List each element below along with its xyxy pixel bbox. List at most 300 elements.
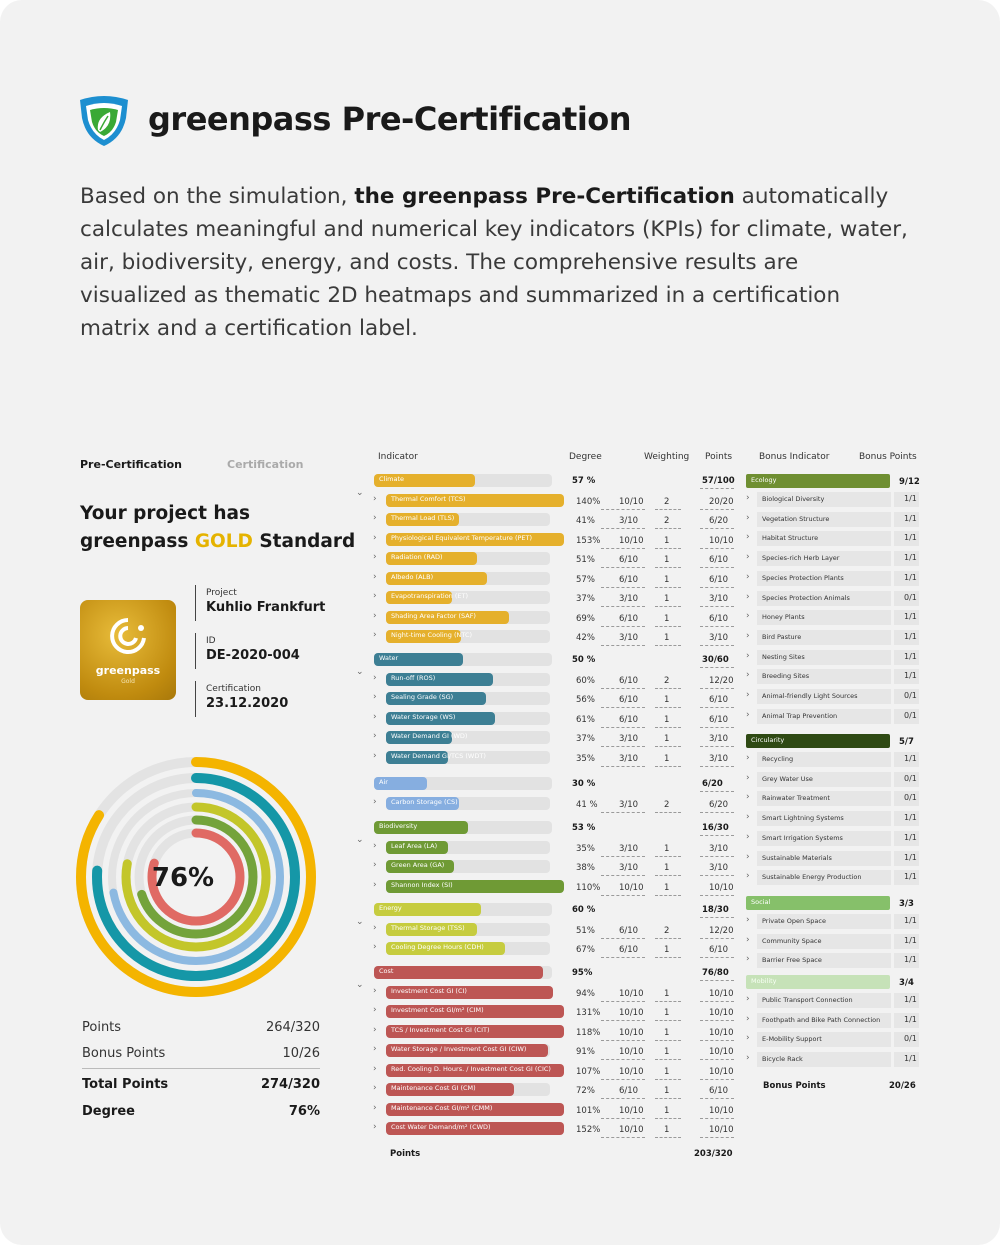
bonus-indicator-points: 1/1 bbox=[904, 671, 917, 681]
divider-dashed bbox=[700, 766, 734, 767]
divider-dashed bbox=[700, 746, 734, 747]
bonus-total-label: Bonus Points bbox=[763, 1081, 826, 1091]
bonus-indicator-points: 0/1 bbox=[904, 710, 917, 720]
divider-dashed bbox=[601, 938, 645, 939]
group-name: Water bbox=[379, 654, 399, 662]
indicator-bar[interactable] bbox=[386, 513, 459, 526]
bonus-indicator-row[interactable] bbox=[757, 531, 891, 546]
indicator-degree: 131% bbox=[576, 1008, 601, 1018]
indicator-bar[interactable] bbox=[386, 1083, 514, 1096]
bonus-item-chevron-icon[interactable]: › bbox=[746, 812, 750, 823]
indicator-points: 3/10 bbox=[709, 753, 729, 764]
indicator-bar[interactable] bbox=[386, 591, 469, 604]
bonus-indicator-row[interactable] bbox=[757, 811, 891, 826]
indicator-bar[interactable] bbox=[386, 1005, 564, 1018]
bonus-item-chevron-icon[interactable]: › bbox=[746, 532, 750, 543]
bonus-indicator-points: 0/1 bbox=[904, 793, 917, 803]
indicator-name: TCS / Investment Cost GI (CIT) bbox=[391, 1025, 490, 1034]
bonus-item-chevron-icon[interactable]: › bbox=[746, 1053, 750, 1064]
indicator-score: 10/10 bbox=[619, 988, 644, 999]
divider-dashed bbox=[601, 688, 645, 689]
project-value: Kuhlio Frankfurt bbox=[206, 600, 326, 615]
indicator-bar[interactable] bbox=[386, 880, 564, 893]
group-collapse-chevron-icon[interactable]: ⌄ bbox=[356, 917, 364, 927]
indicator-degree: 35% bbox=[576, 753, 595, 764]
item-expand-chevron-icon[interactable]: › bbox=[373, 879, 377, 890]
divider-dashed bbox=[655, 707, 681, 708]
bonus-points-cell bbox=[894, 1032, 919, 1047]
summary-bonus-value: 10/26 bbox=[282, 1046, 320, 1061]
bonus-points-cell bbox=[894, 831, 919, 846]
divider-dashed bbox=[601, 1118, 645, 1119]
bonus-points-cell bbox=[894, 650, 919, 665]
indicator-weighting: 1 bbox=[664, 633, 670, 643]
item-expand-chevron-icon[interactable]: › bbox=[373, 630, 377, 640]
indicator-weighting: 1 bbox=[664, 863, 670, 873]
bonus-indicator-points: 1/1 bbox=[904, 852, 917, 862]
bonus-indicator-points: 1/1 bbox=[904, 995, 917, 1004]
group-bar-cost bbox=[374, 966, 543, 979]
bonus-indicator-points: 1/1 bbox=[904, 651, 917, 661]
bonus-item-chevron-icon[interactable]: › bbox=[746, 851, 750, 862]
bonus-indicator-points: 1/1 bbox=[904, 494, 917, 503]
divider-dashed bbox=[700, 791, 734, 792]
indicator-name: Maintenance Cost GI/m² (CMM) bbox=[391, 1103, 493, 1112]
header-indicator: Indicator bbox=[378, 452, 418, 462]
divider-dashed bbox=[601, 875, 645, 876]
indicator-weighting: 2 bbox=[664, 675, 670, 686]
indicator-weighting: 1 bbox=[664, 1008, 670, 1018]
summary-points-label: Points bbox=[82, 1020, 122, 1035]
item-expand-chevron-icon[interactable]: › bbox=[373, 750, 377, 761]
indicator-weighting: 1 bbox=[664, 1125, 670, 1135]
bonus-indicator-name: Animal-friendly Light Sources bbox=[762, 692, 858, 700]
bonus-indicator-row[interactable] bbox=[757, 914, 891, 929]
bonus-indicator-points: 1/1 bbox=[904, 612, 917, 622]
indicator-bar[interactable] bbox=[386, 1064, 564, 1077]
group-collapse-chevron-icon[interactable]: ⌄ bbox=[356, 980, 364, 990]
indicator-weighting: 2 bbox=[664, 925, 670, 936]
indicator-bar[interactable] bbox=[386, 572, 487, 585]
indicator-score: 6/10 bbox=[619, 1086, 639, 1096]
bonus-points-cell bbox=[894, 934, 919, 949]
bonus-item-chevron-icon[interactable]: › bbox=[746, 709, 750, 720]
divider-dashed bbox=[700, 917, 734, 918]
item-expand-chevron-icon[interactable]: › bbox=[373, 493, 377, 504]
bonus-indicator-row[interactable] bbox=[757, 772, 891, 787]
bonus-indicator-row[interactable] bbox=[757, 492, 891, 507]
indicator-degree: 91% bbox=[576, 1047, 595, 1057]
bonus-indicator-row[interactable] bbox=[757, 851, 891, 866]
item-expand-chevron-icon[interactable]: › bbox=[373, 711, 377, 722]
bonus-group-name: Social bbox=[751, 898, 771, 906]
indicator-degree: 37% bbox=[576, 734, 595, 744]
indicator-weighting: 1 bbox=[664, 882, 670, 893]
indicator-degree: 56% bbox=[576, 695, 595, 705]
bonus-indicator-row[interactable] bbox=[757, 709, 891, 724]
bonus-indicator-points: 1/1 bbox=[904, 955, 917, 965]
bonus-item-chevron-icon[interactable]: › bbox=[746, 1033, 750, 1044]
bonus-item-chevron-icon[interactable]: › bbox=[746, 1013, 750, 1024]
intro-text-bold: the greenpass Pre-Certification bbox=[354, 184, 735, 209]
bonus-item-chevron-icon[interactable]: › bbox=[746, 871, 750, 882]
divider-dashed bbox=[700, 1040, 734, 1041]
indicator-weighting: 1 bbox=[664, 988, 670, 999]
bonus-indicator-name: Barrier Free Space bbox=[762, 956, 822, 965]
bonus-points-cell bbox=[894, 752, 919, 767]
bonus-indicator-name: Species Protection Plants bbox=[762, 573, 844, 582]
group-name: Climate bbox=[379, 475, 405, 483]
divider-dashed bbox=[601, 856, 645, 857]
indicator-bar[interactable] bbox=[386, 942, 505, 955]
bonus-points-cell bbox=[894, 1013, 919, 1028]
indicator-score: 3/10 bbox=[619, 863, 639, 873]
bonus-points-cell bbox=[894, 772, 919, 787]
group-collapse-chevron-icon[interactable]: ⌄ bbox=[356, 835, 364, 845]
item-expand-chevron-icon[interactable]: › bbox=[373, 860, 377, 870]
indicator-bar[interactable] bbox=[386, 494, 564, 507]
indicator-points: 3/10 bbox=[709, 594, 729, 604]
item-expand-chevron-icon[interactable]: › bbox=[373, 591, 377, 601]
bonus-item-chevron-icon[interactable]: › bbox=[746, 772, 750, 783]
indicator-name: Green Area (GA) bbox=[391, 861, 445, 869]
bonus-indicator-row[interactable] bbox=[757, 791, 891, 806]
indicator-name: Run-off (ROS) bbox=[391, 673, 436, 682]
bonus-points-cell bbox=[894, 492, 919, 507]
divider-dashed bbox=[700, 626, 734, 627]
indicator-bar[interactable] bbox=[386, 797, 459, 810]
bonus-points-cell bbox=[894, 551, 919, 566]
bonus-group-name: Circularity bbox=[751, 736, 785, 744]
indicator-score: 6/10 bbox=[619, 925, 639, 936]
bonus-indicator-row[interactable] bbox=[757, 934, 891, 949]
indicator-bar[interactable] bbox=[386, 1103, 564, 1116]
item-expand-chevron-icon[interactable]: › bbox=[373, 610, 377, 621]
bonus-indicator-name: Public Transport Connection bbox=[762, 996, 853, 1004]
indicator-score: 10/10 bbox=[619, 1047, 644, 1057]
bonus-indicator-row[interactable] bbox=[757, 1052, 891, 1067]
bonus-item-chevron-icon[interactable]: › bbox=[746, 571, 750, 582]
indicator-bar[interactable] bbox=[386, 731, 468, 744]
bonus-item-chevron-icon[interactable]: › bbox=[746, 753, 750, 763]
divider-dashed bbox=[601, 567, 645, 568]
bonus-indicator-row[interactable] bbox=[757, 870, 891, 885]
group-collapse-chevron-icon[interactable]: ⌄ bbox=[356, 488, 364, 498]
indicator-bar[interactable] bbox=[386, 712, 495, 725]
indicator-points: 10/10 bbox=[709, 1027, 734, 1038]
divider-dashed bbox=[700, 875, 734, 876]
indicator-degree: 60% bbox=[576, 675, 595, 686]
tab-certification[interactable]: Certification bbox=[227, 458, 304, 471]
bonus-indicator-name: Species Protection Animals bbox=[762, 593, 850, 602]
divider-dashed bbox=[601, 606, 645, 607]
indicator-points: 12/20 bbox=[709, 675, 734, 686]
divider-dashed bbox=[601, 746, 645, 747]
bonus-item-chevron-icon[interactable]: › bbox=[746, 792, 750, 803]
divider-dashed bbox=[700, 1059, 734, 1060]
bonus-item-chevron-icon[interactable]: › bbox=[746, 591, 750, 602]
divider-dashed bbox=[601, 645, 645, 646]
bonus-total-value: 20/26 bbox=[889, 1081, 916, 1091]
indicator-bar[interactable] bbox=[386, 533, 564, 546]
divider-dashed bbox=[655, 1001, 681, 1002]
group-bar-biodiversity bbox=[374, 821, 468, 834]
indicator-weighting: 1 bbox=[664, 695, 670, 705]
bonus-indicator-row[interactable] bbox=[757, 669, 891, 684]
bonus-indicator-row[interactable] bbox=[757, 630, 891, 645]
bonus-indicator-name: Rainwater Treatment bbox=[762, 794, 830, 803]
indicator-degree: 152% bbox=[576, 1125, 601, 1135]
item-expand-chevron-icon[interactable]: › bbox=[373, 532, 377, 543]
bonus-item-chevron-icon[interactable]: › bbox=[746, 915, 750, 925]
divider-dashed bbox=[601, 707, 645, 708]
divider-dashed bbox=[601, 1040, 645, 1041]
indicator-degree: 101% bbox=[576, 1105, 601, 1116]
indicator-weighting: 2 bbox=[664, 496, 670, 507]
bonus-group-points: 5/7 bbox=[899, 737, 914, 747]
bonus-item-chevron-icon[interactable]: › bbox=[746, 512, 750, 523]
indicator-score: 3/10 bbox=[619, 799, 639, 810]
indicator-degree: 72% bbox=[576, 1086, 595, 1096]
item-expand-chevron-icon[interactable]: › bbox=[373, 840, 377, 851]
bonus-item-chevron-icon[interactable]: › bbox=[746, 650, 750, 661]
bonus-item-chevron-icon[interactable]: › bbox=[746, 934, 750, 945]
divider-dashed bbox=[655, 1059, 681, 1060]
indicator-degree: 38% bbox=[576, 863, 595, 873]
item-expand-chevron-icon[interactable]: › bbox=[373, 922, 377, 933]
bonus-indicator-row[interactable] bbox=[757, 831, 891, 846]
bonus-indicator-points: 0/1 bbox=[904, 691, 917, 700]
divider-dashed bbox=[655, 746, 681, 747]
badge-level: Gold bbox=[121, 678, 135, 685]
indicator-weighting: 1 bbox=[664, 714, 670, 725]
divider-dashed bbox=[700, 1001, 734, 1002]
item-expand-chevron-icon[interactable]: › bbox=[373, 692, 377, 702]
indicator-name: Water Demand GI (WD) bbox=[391, 732, 468, 740]
item-expand-chevron-icon[interactable]: › bbox=[373, 672, 377, 683]
bonus-points-cell bbox=[894, 811, 919, 826]
item-expand-chevron-icon[interactable]: › bbox=[373, 731, 377, 741]
indicator-weighting: 1 bbox=[664, 1027, 670, 1038]
indicator-name: Sealing Grade (SG) bbox=[391, 693, 454, 701]
indicator-name: Water Storage / Investment Cost GI (CIW) bbox=[391, 1045, 527, 1053]
indicator-bar[interactable] bbox=[386, 692, 486, 705]
bonus-indicator-points: 1/1 bbox=[904, 553, 917, 563]
indicator-weighting: 1 bbox=[664, 535, 670, 546]
bonus-points-cell bbox=[894, 851, 919, 866]
indicator-name: Cooling Degree Hours (CDH) bbox=[391, 943, 484, 951]
bonus-item-chevron-icon[interactable]: › bbox=[746, 611, 750, 622]
bonus-indicator-row[interactable] bbox=[757, 1013, 891, 1028]
group-points: 57/100 bbox=[702, 476, 735, 486]
item-expand-chevron-icon[interactable]: › bbox=[373, 1024, 377, 1035]
indicator-points: 3/10 bbox=[709, 734, 729, 744]
indicator-score: 10/10 bbox=[619, 496, 644, 507]
bonus-indicator-row[interactable] bbox=[757, 689, 891, 704]
intro-text-end: automatically calculates meaningful and numerical key indicators (KPIs) for climate, water, air, biodiversity, energy, and costs. The comprehensive results are visualized as thematic 2D heatmaps and summarized in a certification matrix and a certification label. bbox=[80, 184, 908, 341]
item-expand-chevron-icon[interactable]: › bbox=[373, 942, 377, 952]
group-name: Energy bbox=[379, 904, 402, 912]
bonus-item-chevron-icon[interactable]: › bbox=[746, 670, 750, 681]
indicator-points: 20/20 bbox=[709, 496, 734, 507]
item-expand-chevron-icon[interactable]: › bbox=[373, 1063, 377, 1074]
group-name: Biodiversity bbox=[379, 822, 418, 830]
indicator-name: Investment Cost GI/m² (CIM) bbox=[391, 1006, 484, 1014]
divider-dashed bbox=[655, 856, 681, 857]
indicator-name: Night-time Cooling (NTC) bbox=[391, 631, 473, 639]
result-suffix: Standard bbox=[252, 531, 356, 552]
bonus-indicator-row[interactable] bbox=[757, 571, 891, 586]
bonus-indicator-row[interactable] bbox=[757, 512, 891, 527]
summary-degree-label: Degree bbox=[82, 1104, 135, 1119]
divider-dashed bbox=[655, 895, 681, 896]
indicator-bar[interactable] bbox=[386, 611, 509, 624]
bonus-indicator-row[interactable] bbox=[757, 551, 891, 566]
divider-dashed bbox=[601, 626, 645, 627]
item-expand-chevron-icon[interactable]: › bbox=[373, 1083, 377, 1093]
indicator-score: 10/10 bbox=[619, 1125, 644, 1135]
divider-dashed bbox=[700, 856, 734, 857]
divider-dashed bbox=[601, 1059, 645, 1060]
divider-dashed bbox=[700, 1118, 734, 1119]
indicator-name: Thermal Load (TLS) bbox=[391, 514, 455, 522]
item-expand-chevron-icon[interactable]: › bbox=[373, 796, 377, 807]
bonus-indicator-name: Nesting Sites bbox=[762, 652, 805, 661]
divider-dashed bbox=[655, 727, 681, 728]
indicator-bar[interactable] bbox=[386, 986, 553, 999]
tab-pre-certification[interactable]: Pre-Certification bbox=[80, 458, 183, 471]
indicator-name: Water Storage (WS) bbox=[391, 712, 456, 721]
indicator-degree: 41% bbox=[576, 516, 595, 526]
indicator-degree: 41 % bbox=[576, 799, 598, 810]
divider-dashed bbox=[655, 957, 681, 958]
divider-dashed bbox=[655, 688, 681, 689]
bonus-item-chevron-icon[interactable]: › bbox=[746, 954, 750, 965]
indicator-weighting: 1 bbox=[664, 613, 670, 624]
summary-total-label: Total Points bbox=[82, 1077, 169, 1092]
bonus-item-chevron-icon[interactable]: › bbox=[746, 831, 750, 842]
bonus-item-chevron-icon[interactable]: › bbox=[746, 493, 750, 503]
group-bar-water bbox=[374, 653, 463, 666]
item-expand-chevron-icon[interactable]: › bbox=[373, 1005, 377, 1015]
indicator-weighting: 2 bbox=[664, 799, 670, 810]
indicator-degree: 69% bbox=[576, 613, 595, 624]
indicator-bar[interactable] bbox=[386, 841, 448, 854]
indicator-degree: 94% bbox=[576, 988, 595, 999]
bonus-indicator-name: Community Space bbox=[762, 936, 822, 945]
indicator-name: Thermal Comfort (TCS) bbox=[391, 494, 466, 503]
indicator-bar[interactable] bbox=[386, 552, 477, 565]
divider-dashed bbox=[601, 727, 645, 728]
indicator-bar[interactable] bbox=[386, 923, 477, 936]
bonus-indicator-name: Private Open Space bbox=[762, 917, 826, 925]
indicator-bar[interactable] bbox=[386, 860, 454, 873]
item-expand-chevron-icon[interactable]: › bbox=[373, 985, 377, 996]
bonus-indicator-row[interactable] bbox=[757, 953, 891, 968]
divider-dashed bbox=[655, 645, 681, 646]
group-degree: 95% bbox=[572, 968, 593, 978]
indicator-points: 3/10 bbox=[709, 843, 729, 854]
divider-dashed bbox=[700, 667, 734, 668]
divider-dashed bbox=[700, 727, 734, 728]
indicator-points: 6/20 bbox=[709, 516, 729, 526]
indicator-bar[interactable] bbox=[386, 1025, 564, 1038]
divider-dashed bbox=[601, 1020, 645, 1021]
indicator-bar[interactable] bbox=[386, 630, 473, 643]
bonus-indicator-row[interactable] bbox=[757, 610, 891, 625]
item-expand-chevron-icon[interactable]: › bbox=[373, 571, 377, 582]
indicator-bar[interactable] bbox=[386, 751, 486, 764]
indicator-score: 3/10 bbox=[619, 516, 639, 526]
bonus-indicator-name: Sustainable Energy Production bbox=[762, 873, 862, 882]
indicator-bar[interactable] bbox=[386, 1122, 564, 1135]
header-bonus-indicator: Bonus Indicator bbox=[759, 452, 830, 462]
bonus-item-chevron-icon[interactable]: › bbox=[746, 630, 750, 641]
bonus-indicator-row[interactable] bbox=[757, 650, 891, 665]
bonus-item-chevron-icon[interactable]: › bbox=[746, 690, 750, 700]
bonus-indicator-name: Honey Plants bbox=[762, 613, 805, 622]
divider-dashed bbox=[700, 645, 734, 646]
bonus-indicator-points: 0/1 bbox=[904, 592, 917, 602]
bonus-group-social bbox=[746, 896, 890, 910]
indicator-score: 10/10 bbox=[619, 1008, 644, 1018]
divider-dashed bbox=[700, 707, 734, 708]
indicator-weighting: 1 bbox=[664, 555, 670, 565]
result-line-1: Your project has bbox=[80, 503, 251, 524]
item-expand-chevron-icon[interactable]: › bbox=[373, 552, 377, 562]
bonus-indicator-name: Biological Diversity bbox=[762, 495, 825, 503]
bonus-indicator-row[interactable] bbox=[757, 1032, 891, 1047]
bonus-indicator-row[interactable] bbox=[757, 591, 891, 606]
item-expand-chevron-icon[interactable]: › bbox=[373, 1122, 377, 1132]
bonus-item-chevron-icon[interactable]: › bbox=[746, 552, 750, 563]
indicator-bar[interactable] bbox=[386, 1044, 548, 1057]
indicator-name: Shading Area Factor (SAF) bbox=[391, 611, 476, 620]
indicator-name: Physiological Equivalent Temperature (PET) bbox=[391, 533, 533, 542]
item-expand-chevron-icon[interactable]: › bbox=[373, 1044, 377, 1054]
certification-label: Certification bbox=[206, 684, 261, 694]
indicator-name: Water Demand GI/TCS (WDT) bbox=[391, 751, 486, 760]
bonus-indicator-row[interactable] bbox=[757, 993, 891, 1008]
bonus-indicator-name: Sustainable Materials bbox=[762, 853, 832, 862]
indicator-degree: 57% bbox=[576, 574, 595, 585]
item-expand-chevron-icon[interactable]: › bbox=[373, 513, 377, 523]
header-points: Points bbox=[705, 452, 733, 462]
certification-value: 23.12.2020 bbox=[206, 696, 289, 711]
bonus-group-name: Ecology bbox=[751, 476, 777, 484]
points-total-value: 203/320 bbox=[694, 1149, 733, 1159]
item-expand-chevron-icon[interactable]: › bbox=[373, 1102, 377, 1113]
indicator-name: Albedo (ALB) bbox=[391, 572, 434, 581]
indicator-points: 3/10 bbox=[709, 863, 729, 873]
group-name: Cost bbox=[379, 967, 394, 975]
bonus-points-cell bbox=[894, 689, 919, 704]
divider-dashed bbox=[601, 766, 645, 767]
indicator-bar[interactable] bbox=[386, 673, 493, 686]
bonus-item-chevron-icon[interactable]: › bbox=[746, 994, 750, 1004]
group-collapse-chevron-icon[interactable]: ⌄ bbox=[356, 667, 364, 677]
divider-dashed bbox=[700, 812, 734, 813]
indicator-score: 10/10 bbox=[619, 1066, 644, 1077]
divider-dashed bbox=[655, 812, 681, 813]
divider-dashed bbox=[700, 835, 734, 836]
page-title: greenpass Pre-Certification bbox=[148, 100, 632, 138]
bonus-indicator-row[interactable] bbox=[757, 752, 891, 767]
indicator-points: 10/10 bbox=[709, 882, 734, 893]
divider-dashed bbox=[700, 488, 734, 489]
bonus-group-points: 3/4 bbox=[899, 978, 914, 988]
bonus-indicator-name: Species-rich Herb Layer bbox=[762, 554, 840, 563]
